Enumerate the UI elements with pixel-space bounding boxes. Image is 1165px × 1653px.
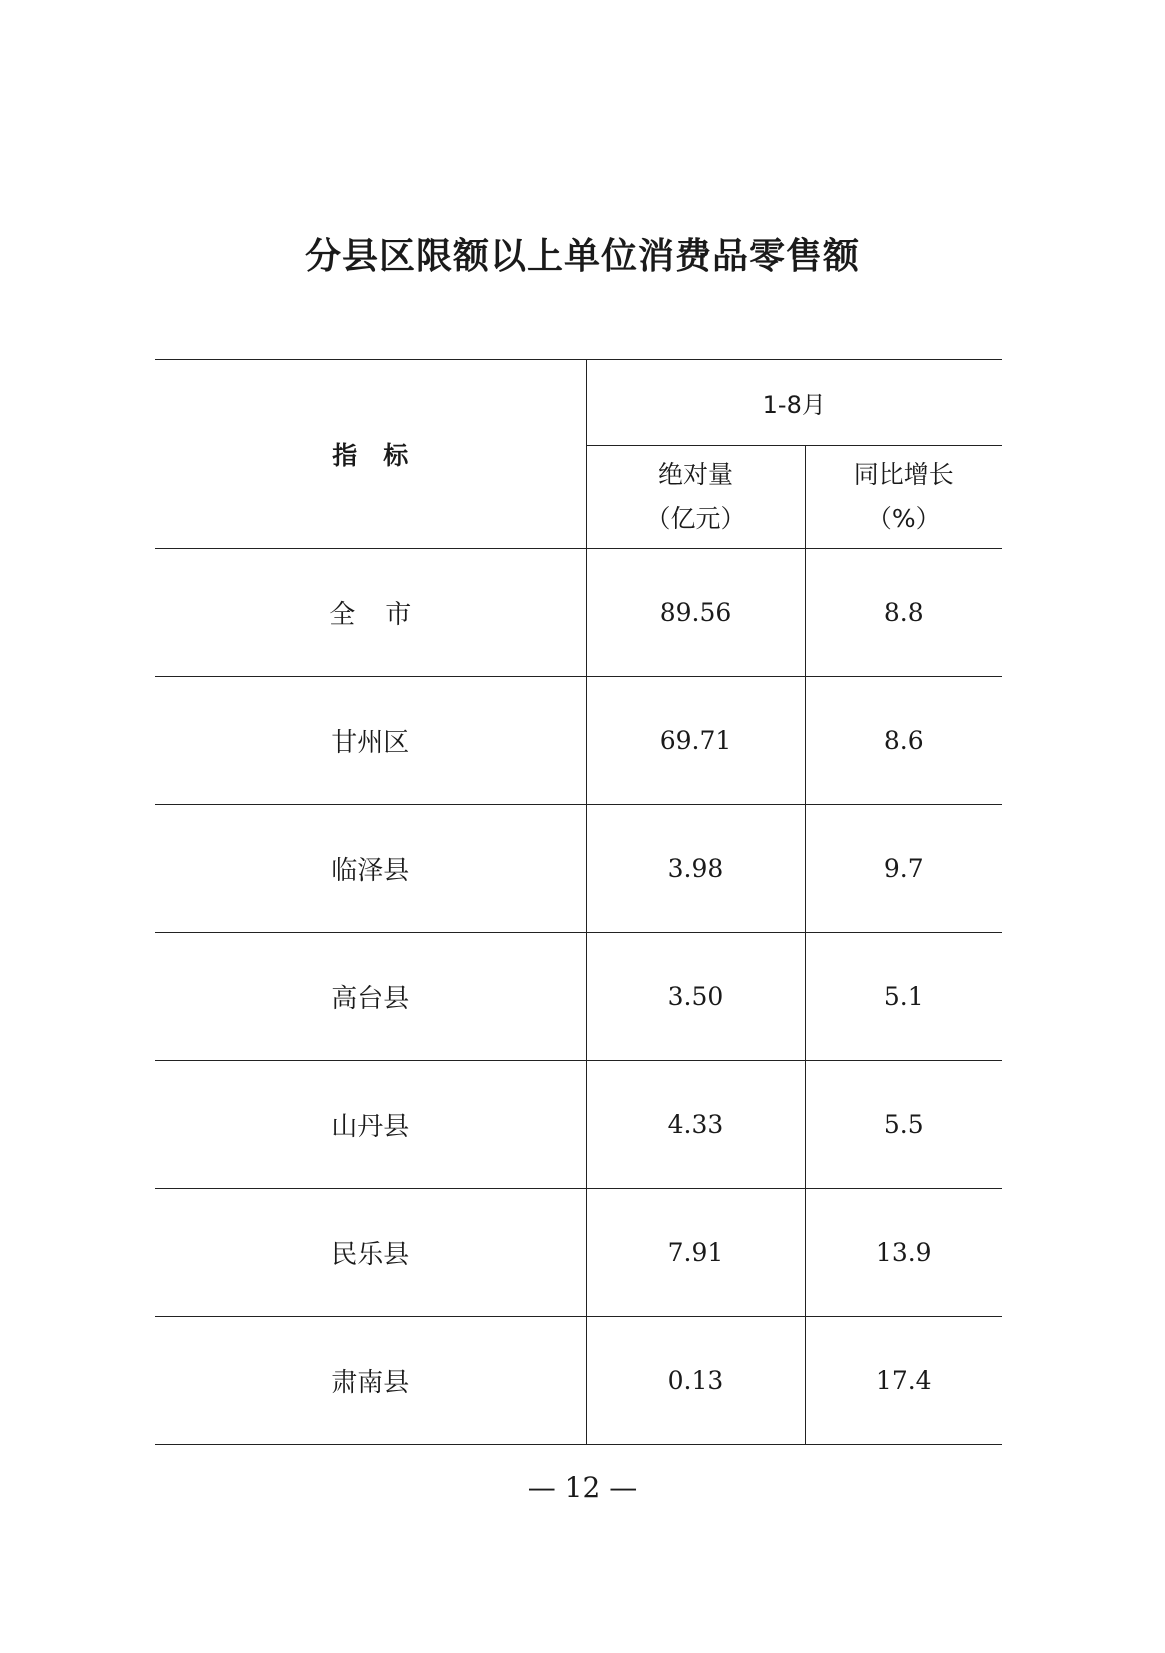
row-name-cell: 甘州区: [155, 677, 586, 805]
period-header: 1-8月: [586, 360, 1002, 446]
row-name-cell: 肃南县: [155, 1317, 586, 1445]
yoy-growth-cell: 13.9: [805, 1189, 1002, 1317]
yoy-growth-cell: 5.5: [805, 1061, 1002, 1189]
yoy-growth-cell: 8.8: [805, 549, 1002, 677]
row-name-cell: 全市: [155, 549, 586, 677]
absolute-value-unit: （亿元）: [645, 504, 746, 533]
absolute-value-cell: 89.56: [586, 549, 805, 677]
indicator-header: 指标: [155, 360, 586, 549]
row-name-cell: 民乐县: [155, 1189, 586, 1317]
row-name-cell: 山丹县: [155, 1061, 586, 1189]
yoy-growth-cell: 5.1: [805, 933, 1002, 1061]
absolute-value-label: 绝对量: [657, 460, 733, 489]
page-number: — 12 —: [527, 1471, 638, 1504]
yoy-growth-label: 同比增长: [853, 460, 954, 489]
row-name-cell: 临泽县: [155, 805, 586, 933]
table-row: [155, 805, 1002, 933]
table-row: [155, 677, 1002, 805]
table-row: [155, 933, 1002, 1061]
absolute-value-header: [586, 446, 805, 549]
yoy-growth-cell: 17.4: [805, 1317, 1002, 1445]
absolute-value-cell: 0.13: [586, 1317, 805, 1445]
yoy-growth-unit: （%）: [866, 504, 941, 533]
yoy-growth-cell: 9.7: [805, 805, 1002, 933]
table-row: [155, 1189, 1002, 1317]
table-row: [155, 1317, 1002, 1445]
retail-sales-table: [155, 359, 1002, 1445]
yoy-growth-header: [805, 446, 1002, 549]
absolute-value-cell: 4.33: [586, 1061, 805, 1189]
yoy-growth-cell: 8.6: [805, 677, 1002, 805]
absolute-value-cell: 7.91: [586, 1189, 805, 1317]
table-row: [155, 549, 1002, 677]
absolute-value-cell: 69.71: [586, 677, 805, 805]
row-name-cell: 高台县: [155, 933, 586, 1061]
absolute-value-cell: 3.50: [586, 933, 805, 1061]
absolute-value-cell: 3.98: [586, 805, 805, 933]
table-header-row: [155, 360, 1002, 446]
table-row: [155, 1061, 1002, 1189]
page-title: 分县区限额以上单位消费品零售额: [304, 236, 860, 277]
